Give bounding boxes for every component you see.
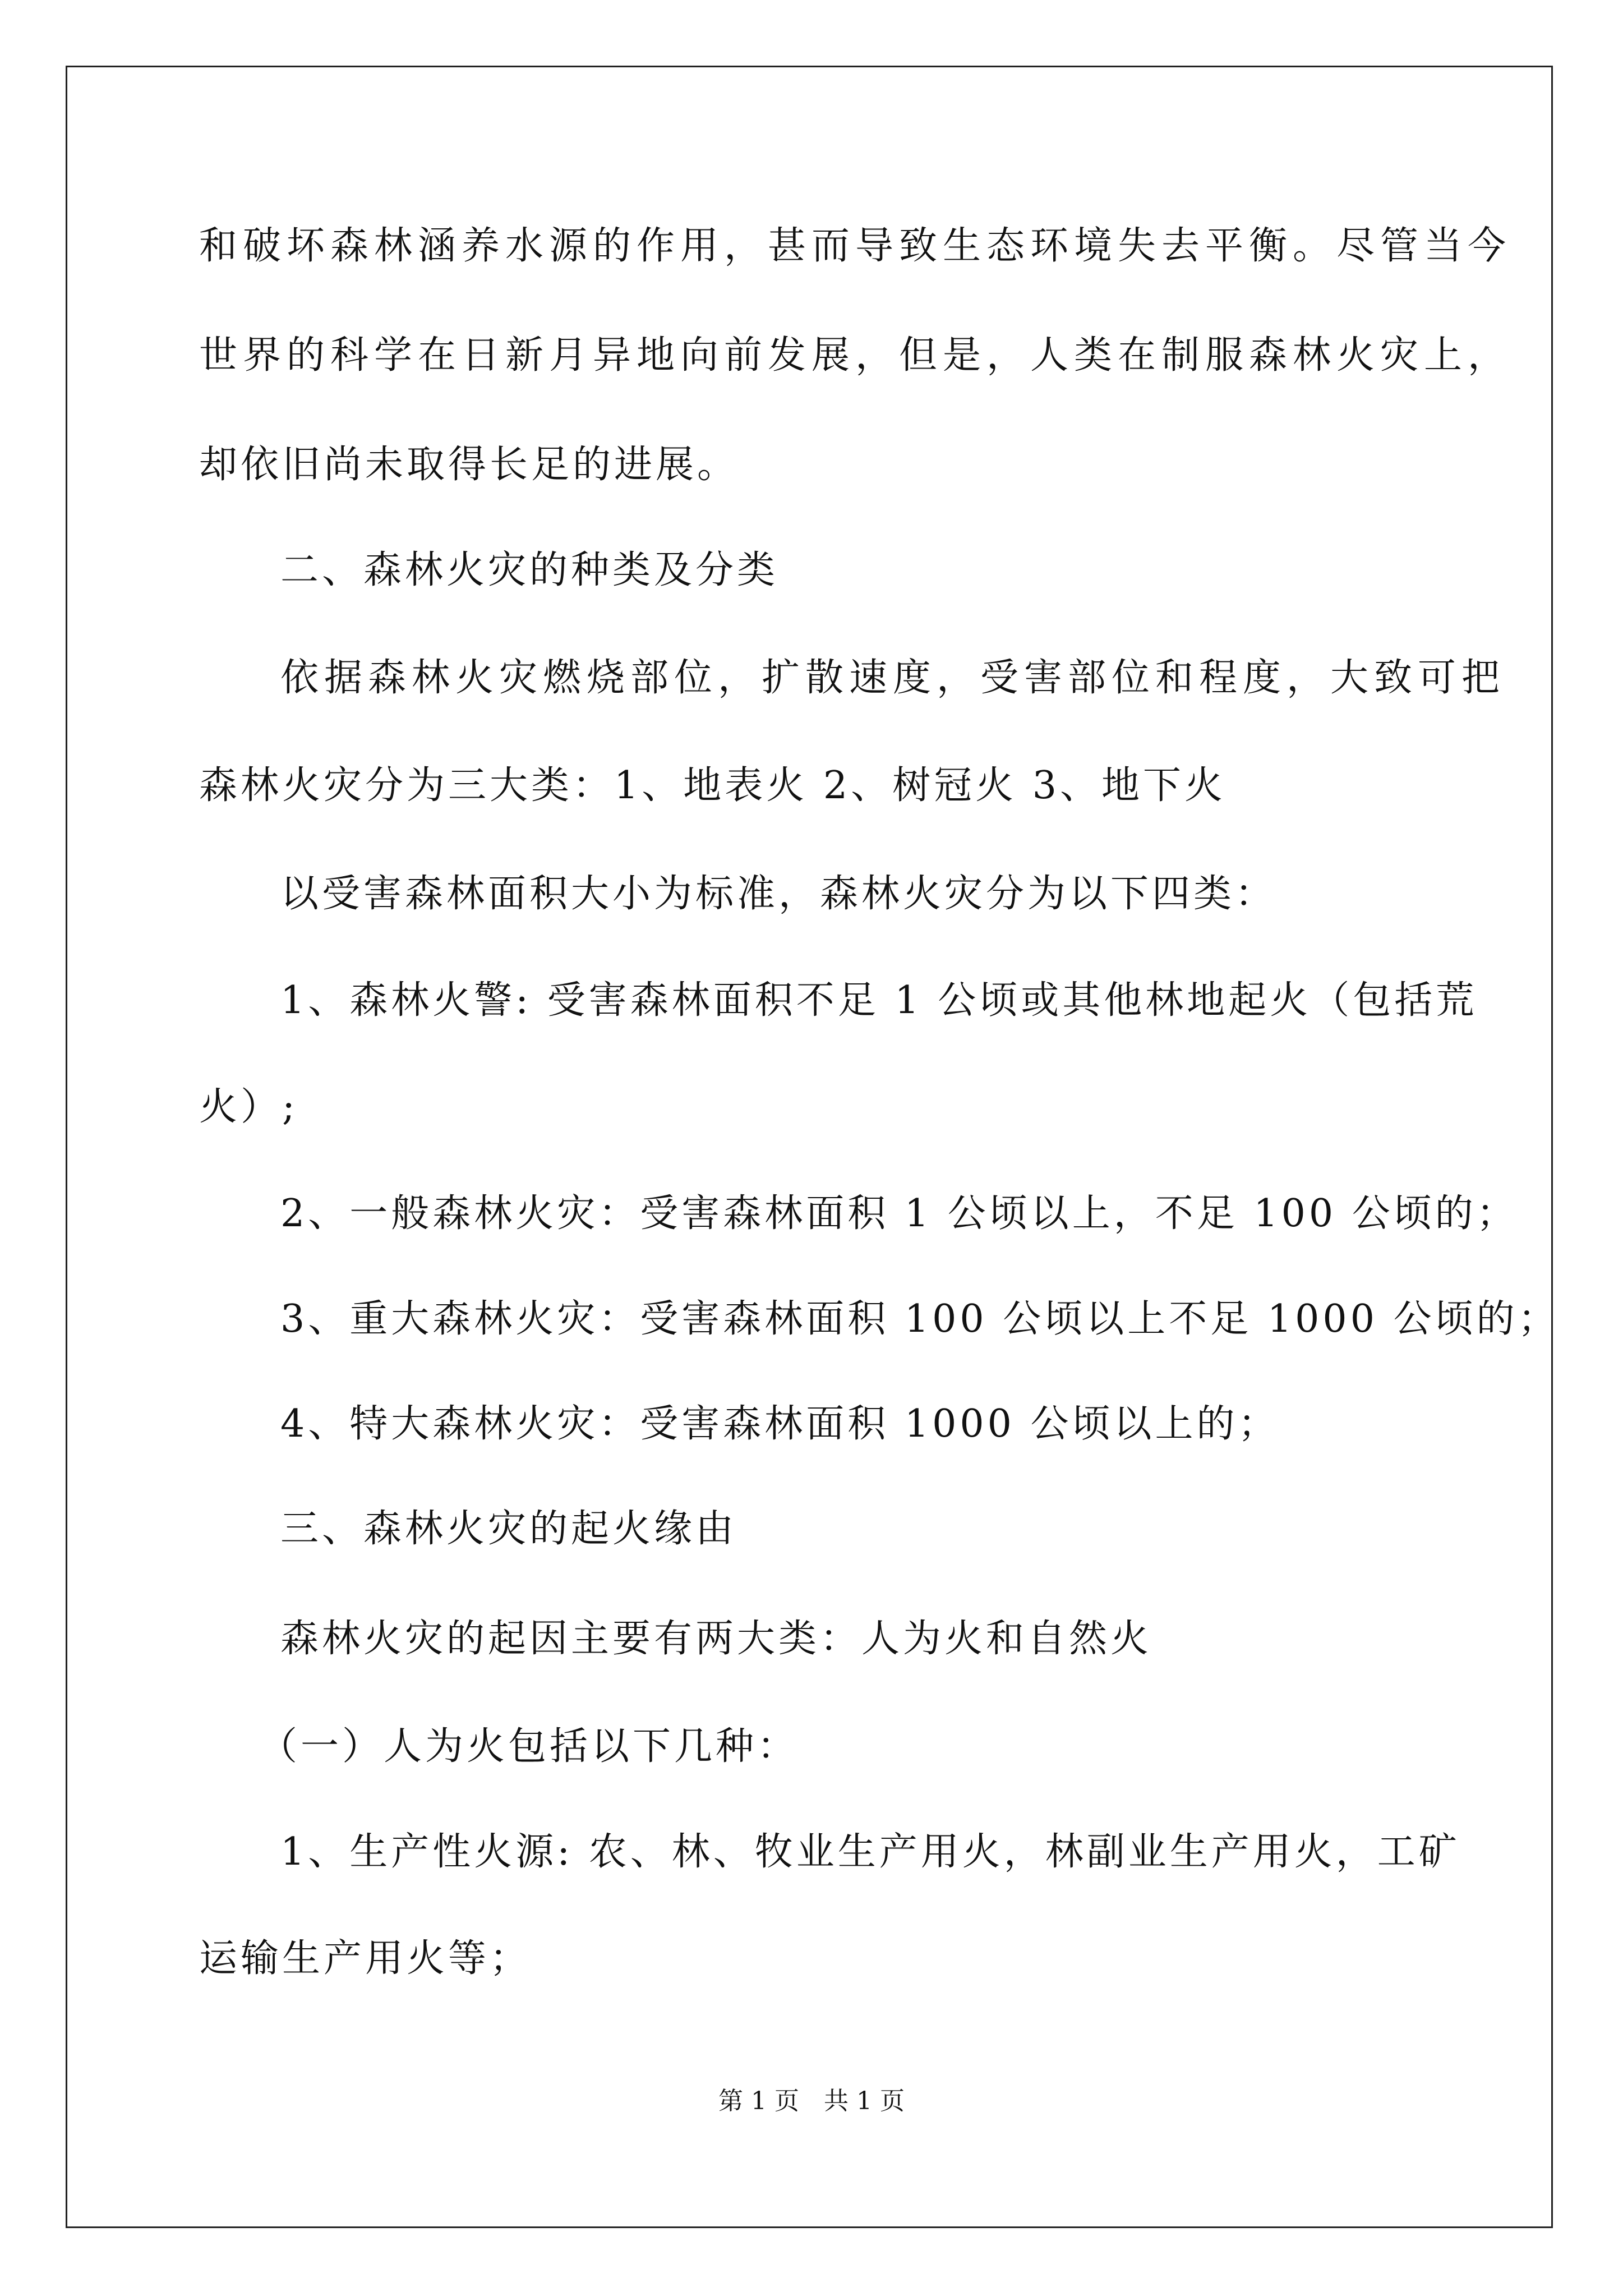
text-line: 运输生产用火等； — [199, 1936, 532, 1981]
page-footer: 第 1 页 共 1 页 — [718, 2087, 905, 2115]
text-line: 1、森林火警: 受害森林面积不足 1 公顷或其他林地起火（包括荒 — [280, 978, 1478, 1023]
section-heading: 二、森林火灾的种类及分类 — [280, 548, 779, 592]
text-line: 火）; — [199, 1085, 298, 1129]
subsection-heading: （一）人为火包括以下几种： — [259, 1724, 799, 1769]
section-heading: 三、森林火灾的起火缘由 — [280, 1507, 737, 1551]
text-line: 森林火灾分为三大类：1、地表火 2、树冠火 3、地下火 — [199, 763, 1227, 808]
text-line: 1、生产性火源: 农、林、牧业生产用火，林副业生产用火，工矿 — [280, 1830, 1460, 1874]
page-border — [66, 66, 1553, 2228]
text-line: 依据森林火灾燃烧部位，扩散速度，受害部位和程度，大致可把 — [280, 656, 1506, 700]
text-line: 3、重大森林火灾：受害森林面积 100 公顷以上不足 1000 公顷的； — [280, 1297, 1560, 1341]
text-line: 和破坏森林涵养水源的作用，甚而导致生态环境失去平衡。尽管当今 — [199, 224, 1512, 268]
text-line: 2、一般森林火灾：受害森林面积 1 公顷以上，不足 100 公顷的； — [280, 1191, 1518, 1236]
text-line: 4、特大森林火灾：受害森林面积 1000 公顷以上的； — [280, 1402, 1280, 1446]
text-line: 以受害森林面积大小为标准，森林火灾分为以下四类： — [280, 872, 1277, 916]
text-line: 森林火灾的起因主要有两大类：人为火和自然火 — [280, 1617, 1152, 1661]
text-line: 却依旧尚未取得长足的进展。 — [199, 443, 739, 487]
text-line: 世界的科学在日新月异地向前发展，但是，人类在制服森林火灾上， — [199, 333, 1512, 378]
